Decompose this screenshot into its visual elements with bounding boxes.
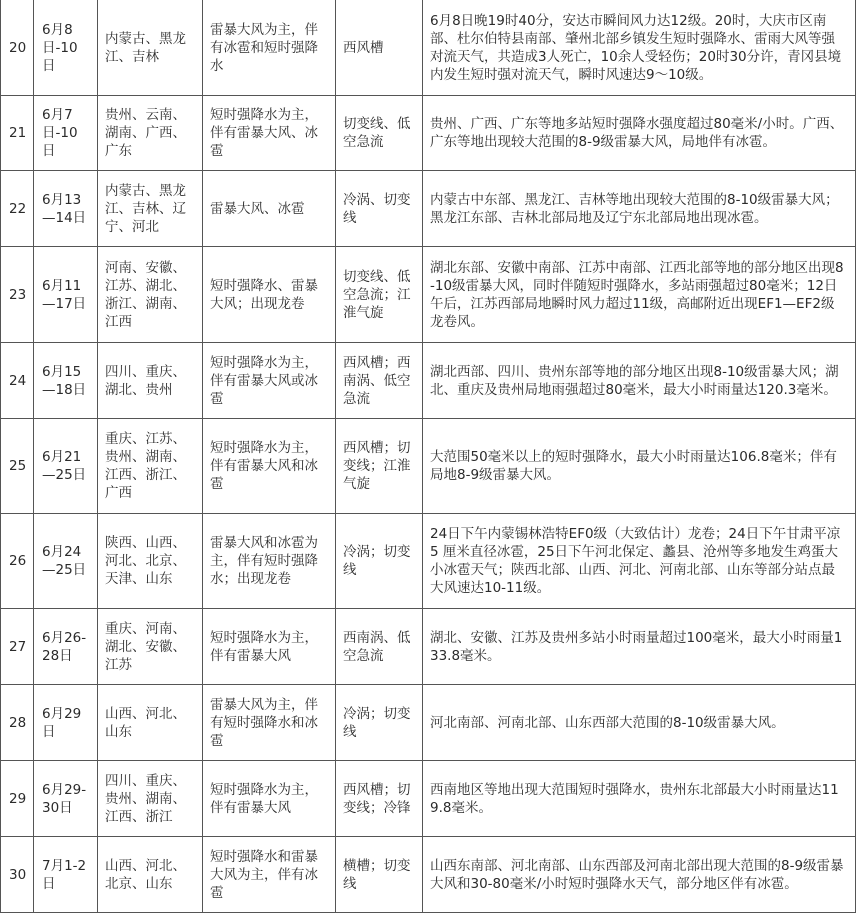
event-date: 6月29日 [34,685,98,761]
event-date: 7月1-2日 [34,837,98,913]
weather-system: 冷涡；切变线 [336,685,423,761]
event-detail: 6月8日晚19时40分，安达市瞬间风力达12级。20时，大庆市区南部、杜尔伯特县南部、肇州北部乡镇发生短时强降水、雷雨大风等强对流天气，共造成3人死亡，10余人受轻伤；20时30分许，青冈县境内发生短时强对流天气，瞬时风速达9～10级。 [423,0,856,96]
weather-system: 西南涡、低空急流 [336,609,423,685]
weather-type: 雷暴大风、冰雹 [203,171,336,247]
affected-regions: 四川、重庆、贵州、湖南、江西、浙江 [98,761,203,837]
event-number: 23 [1,247,34,343]
table-row [1,0,856,96]
table-row [1,514,856,609]
event-detail: 山西东南部、河北南部、山东西部及河南北部出现大范围的8-9级雷暴大风和30-80毫米/小时短时强降水天气，部分地区伴有冰雹。 [423,837,856,913]
weather-system: 切变线、低空急流；江淮气旋 [336,247,423,343]
event-detail: 西南地区等地出现大范围短时强降水，贵州东北部最大小时雨量达119.8毫米。 [423,761,856,837]
event-number: 22 [1,171,34,247]
affected-regions: 内蒙古、黑龙江、吉林、辽宁、河北 [98,171,203,247]
event-detail: 贵州、广西、广东等地多站短时强降水强度超过80毫米/小时。广西、广东等地出现较大范围的8-9级雷暴大风，局地伴有冰雹。 [423,96,856,171]
event-number: 26 [1,514,34,609]
event-number: 20 [1,0,34,96]
table-row [1,247,856,343]
table-row [1,343,856,419]
event-date: 6月24—25日 [34,514,98,609]
event-number: 30 [1,837,34,913]
event-date: 6月15—18日 [34,343,98,419]
event-date: 6月29-30日 [34,761,98,837]
event-number: 24 [1,343,34,419]
weather-type: 短时强降水为主，伴有雷暴大风或冰雹 [203,343,336,419]
weather-type: 短时强降水、雷暴大风；出现龙卷 [203,247,336,343]
table-row [1,685,856,761]
weather-type: 雷暴大风为主，伴有短时强降水和冰雹 [203,685,336,761]
table-row [1,609,856,685]
event-date: 6月8日-10日 [34,0,98,96]
event-number: 27 [1,609,34,685]
weather-type: 雷暴大风为主，伴有冰雹和短时强降水 [203,0,336,96]
event-detail: 湖北西部、四川、贵州东部等地的部分地区出现8-10级雷暴大风；湖北、重庆及贵州局地雨强超过80毫米，最大小时雨量达120.3毫米。 [423,343,856,419]
affected-regions: 内蒙古、黑龙江、吉林 [98,0,203,96]
event-detail: 24日下午内蒙锡林浩特EF0级（大致估计）龙卷；24日下午甘肃平凉5 厘米直径冰雹，25日下午河北保定、蠡县、沧州等多地发生鸡蛋大小冰雹天气；陕西北部、山西、河北、河南北部、山东等部分站点最大风速达10-11级。 [423,514,856,609]
affected-regions: 贵州、云南、湖南、广西、广东 [98,96,203,171]
table-row [1,837,856,913]
event-date: 6月26-28日 [34,609,98,685]
weather-type: 短时强降水为主，伴有雷暴大风 [203,609,336,685]
table-row [1,761,856,837]
event-date: 6月11—17日 [34,247,98,343]
affected-regions: 重庆、江苏、贵州、湖南、江西、浙江、广西 [98,419,203,514]
event-detail: 大范围50毫米以上的短时强降水，最大小时雨量达106.8毫米；伴有局地8-9级雷暴大风。 [423,419,856,514]
weather-system: 冷涡、切变线 [336,171,423,247]
table-row [1,419,856,514]
affected-regions: 山西、河北、北京、山东 [98,837,203,913]
weather-system: 横槽；切变线 [336,837,423,913]
event-number: 21 [1,96,34,171]
event-detail: 湖北、安徽、江苏及贵州多站小时雨量超过100毫米，最大小时雨量133.8毫米。 [423,609,856,685]
weather-system: 西风槽 [336,0,423,96]
event-date: 6月13—14日 [34,171,98,247]
event-number: 28 [1,685,34,761]
affected-regions: 重庆、河南、湖北、安徽、江苏 [98,609,203,685]
affected-regions: 陕西、山西、河北、北京、天津、山东 [98,514,203,609]
weather-system: 西风槽；切变线；冷锋 [336,761,423,837]
event-detail: 河北南部、河南北部、山东西部大范围的8-10级雷暴大风。 [423,685,856,761]
event-date: 6月21—25日 [34,419,98,514]
event-number: 25 [1,419,34,514]
weather-system: 切变线、低空急流 [336,96,423,171]
event-detail: 湖北东部、安徽中南部、江苏中南部、江西北部等地的部分地区出现8-10级雷暴大风，同时伴随短时强降水，多站雨强超过80毫米；12日午后，江苏西部局地瞬时风力超过11级，高邮附近出现EF1—EF2级龙卷风。 [423,247,856,343]
weather-system: 西风槽；切变线；江淮气旋 [336,419,423,514]
affected-regions: 山西、河北、山东 [98,685,203,761]
event-date: 6月7日-10日 [34,96,98,171]
weather-type: 短时强降水为主，伴有雷暴大风和冰雹 [203,419,336,514]
weather-system: 冷涡；切变线 [336,514,423,609]
event-detail: 内蒙古中东部、黑龙江、吉林等地出现较大范围的8-10级雷暴大风；黑龙江东部、吉林北部局地及辽宁东北部局地出现冰雹。 [423,171,856,247]
weather-type: 短时强降水为主，伴有雷暴大风 [203,761,336,837]
weather-type: 雷暴大风和冰雹为主，伴有短时强降水；出现龙卷 [203,514,336,609]
weather-system: 西风槽；西南涡、低空急流 [336,343,423,419]
affected-regions: 河南、安徽、江苏、湖北、浙江、湖南、江西 [98,247,203,343]
event-number: 29 [1,761,34,837]
table-row [1,96,856,171]
weather-type: 短时强降水和雷暴大风为主，伴有冰雹 [203,837,336,913]
affected-regions: 四川、重庆、湖北、贵州 [98,343,203,419]
weather-type: 短时强降水为主，伴有雷暴大风、冰雹 [203,96,336,171]
table-row [1,171,856,247]
